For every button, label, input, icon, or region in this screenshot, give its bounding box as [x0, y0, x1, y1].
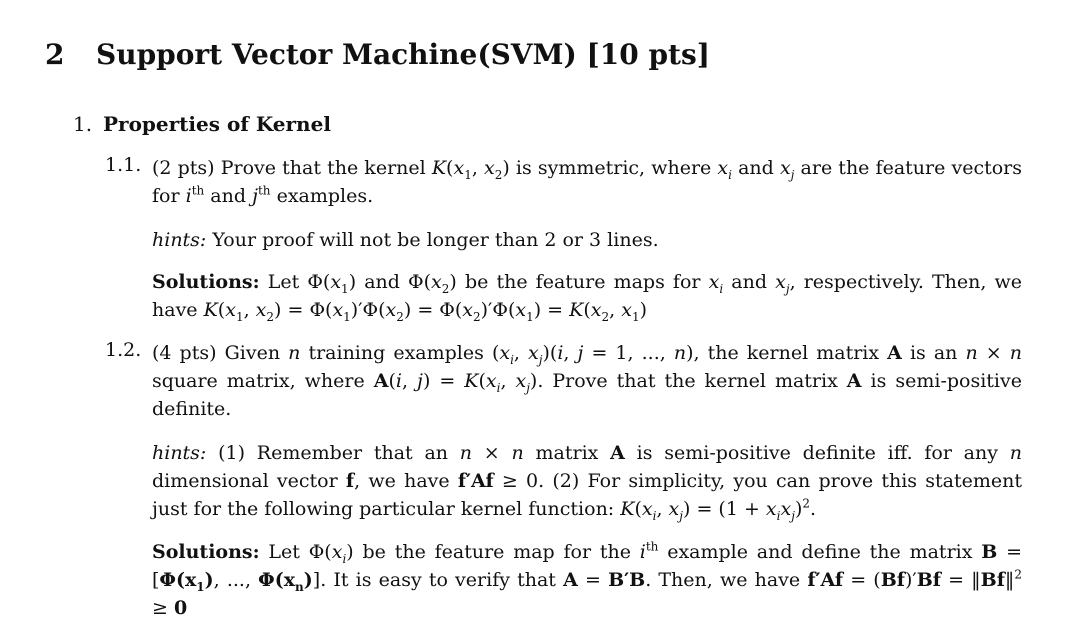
item-number: 1.: [73, 112, 93, 136]
question-1-2-solution: Solutions: Let $\Phi(x_i)$ be the feature map for the $i^{th}$ example and define the matrix $B = [\Phi(x_1)$, ..., $\Phi(x_n)$]. It is easy to verify that A = B′B. Then, we have f′Af = (Bf)′Bf = ‖Bf‖$^2$ ≥ 0: [152, 539, 1023, 619]
question-1-1-hints: hints: Your proof will not be longer than 2 or 3 lines.: [152, 229, 659, 251]
question-1-2-text: (4 pts) Given n training examples ($x_i$, $x_j)(i$, j = 1, ..., n), the kernel matrix A is an n × n square matrix, where A(i, $j) = K(x_i$, $x_j$). Prove that the kernel matrix A is semi-positive definite.: [152, 342, 1023, 420]
question-1-1-solution: Solutions: Let $\Phi(x_1)$ and $\Phi(x_2)$ be the feature maps for $x_i$ and $x_j$, respectively. Then, we have $K(x_1$, $x_2) = \Phi(x_1)'\Phi(x_2) = \Phi(x_2)'\Phi(x_1) = K(x_2$, $x_1$): [152, 271, 1023, 324]
section-title: Support Vector Machine(SVM) [10 pts]: [96, 38, 710, 71]
question-1-2-hints: hints: (1) Remember that an n × n matrix A is semi-positive definite iff. for any n dimensional vector f, we have f′Af ≥ 0. (2) For simplicity, you can prove this statement just for the following particular kernel function: $K(x_i$, $x_j) = (1 + x_ix_j)^2$.: [152, 442, 1022, 523]
item-title: Properties of Kernel: [103, 112, 331, 136]
question-number-1-2: 1.2.: [105, 339, 142, 361]
question-number-1-1: 1.1.: [105, 154, 142, 176]
question-1-1-text: (2 pts) Prove that the kernel $K(x_1$, $x_2$) is symmetric, where $x_i$ and $x_j$ are the feature vectors for $i^{th}$ and $j^{th}$ examples.: [152, 157, 1022, 207]
section-number: 2: [45, 38, 65, 71]
